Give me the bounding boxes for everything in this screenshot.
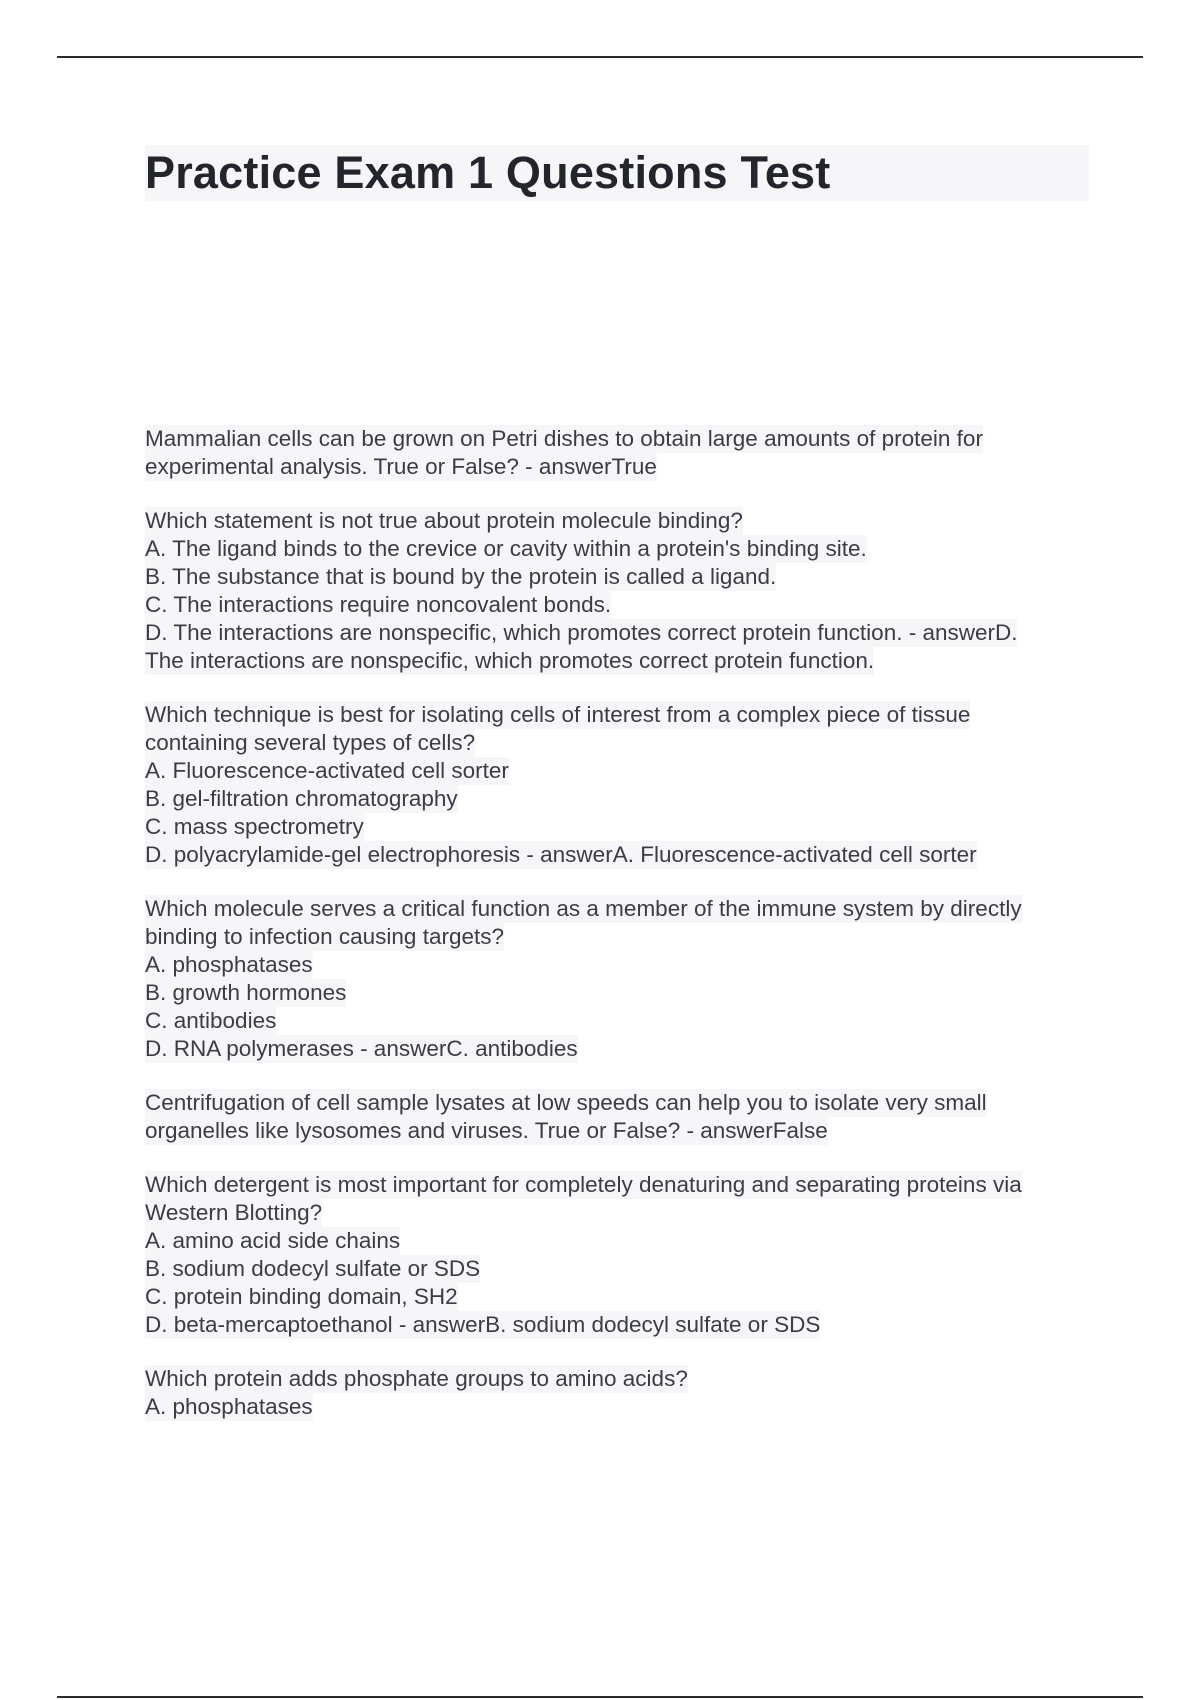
question-line: The interactions are nonspecific, which promotes correct protein function.	[145, 648, 875, 673]
questions-body	[145, 425, 1095, 1447]
bottom-divider	[57, 1696, 1143, 1698]
top-divider	[57, 56, 1143, 58]
question-line: Centrifugation of cell sample lysates at low speeds can help you to isolate very small	[145, 1090, 987, 1115]
question-line: D. RNA polymerases - answerC. antibodies	[145, 1036, 578, 1061]
question-line: C. mass spectrometry	[145, 814, 364, 839]
question-line: B. growth hormones	[145, 980, 347, 1005]
question-line: containing several types of cells?	[145, 730, 476, 755]
question-block	[145, 507, 1095, 675]
question-line: D. The interactions are nonspecific, which promotes correct protein function. - answerD.	[145, 620, 1018, 645]
question-block	[145, 1171, 1095, 1339]
question-block	[145, 895, 1095, 1063]
question-line: B. gel-filtration chromatography	[145, 786, 458, 811]
question-line: A. The ligand binds to the crevice or cavity within a protein's binding site.	[145, 536, 867, 561]
question-line: A. amino acid side chains	[145, 1228, 401, 1253]
question-line: Which statement is not true about protein molecule binding?	[145, 508, 743, 533]
question-block	[145, 701, 1095, 869]
question-line: D. beta-mercaptoethanol - answerB. sodium dodecyl sulfate or SDS	[145, 1312, 821, 1337]
question-line: C. protein binding domain, SH2	[145, 1284, 458, 1309]
question-line: Which protein adds phosphate groups to amino acids?	[145, 1366, 688, 1391]
question-line: B. The substance that is bound by the protein is called a ligand.	[145, 564, 777, 589]
question-line: Which technique is best for isolating cells of interest from a complex piece of tissue	[145, 702, 971, 727]
question-line: D. polyacrylamide-gel electrophoresis - answerA. Fluorescence-activated cell sorter	[145, 842, 977, 867]
question-block	[145, 1089, 1095, 1145]
question-line: A. phosphatases	[145, 952, 313, 977]
question-line: A. phosphatases	[145, 1394, 313, 1419]
question-line: Mammalian cells can be grown on Petri dishes to obtain large amounts of protein for	[145, 426, 983, 451]
question-line: binding to infection causing targets?	[145, 924, 504, 949]
question-line: Which molecule serves a critical function as a member of the immune system by directly	[145, 896, 1022, 921]
question-line: C. The interactions require noncovalent bonds.	[145, 592, 612, 617]
document-title: Practice Exam 1 Questions Test	[145, 147, 831, 198]
question-line: experimental analysis. True or False? - answerTrue	[145, 454, 657, 479]
question-block	[145, 425, 1095, 481]
question-block	[145, 1365, 1095, 1421]
question-line: C. antibodies	[145, 1008, 277, 1033]
question-line: organelles like lysosomes and viruses. True or False? - answerFalse	[145, 1118, 828, 1143]
question-line: Which detergent is most important for completely denaturing and separating proteins via	[145, 1172, 1022, 1197]
question-line: A. Fluorescence-activated cell sorter	[145, 758, 509, 783]
question-line: B. sodium dodecyl sulfate or SDS	[145, 1256, 481, 1281]
question-line: Western Blotting?	[145, 1200, 323, 1225]
